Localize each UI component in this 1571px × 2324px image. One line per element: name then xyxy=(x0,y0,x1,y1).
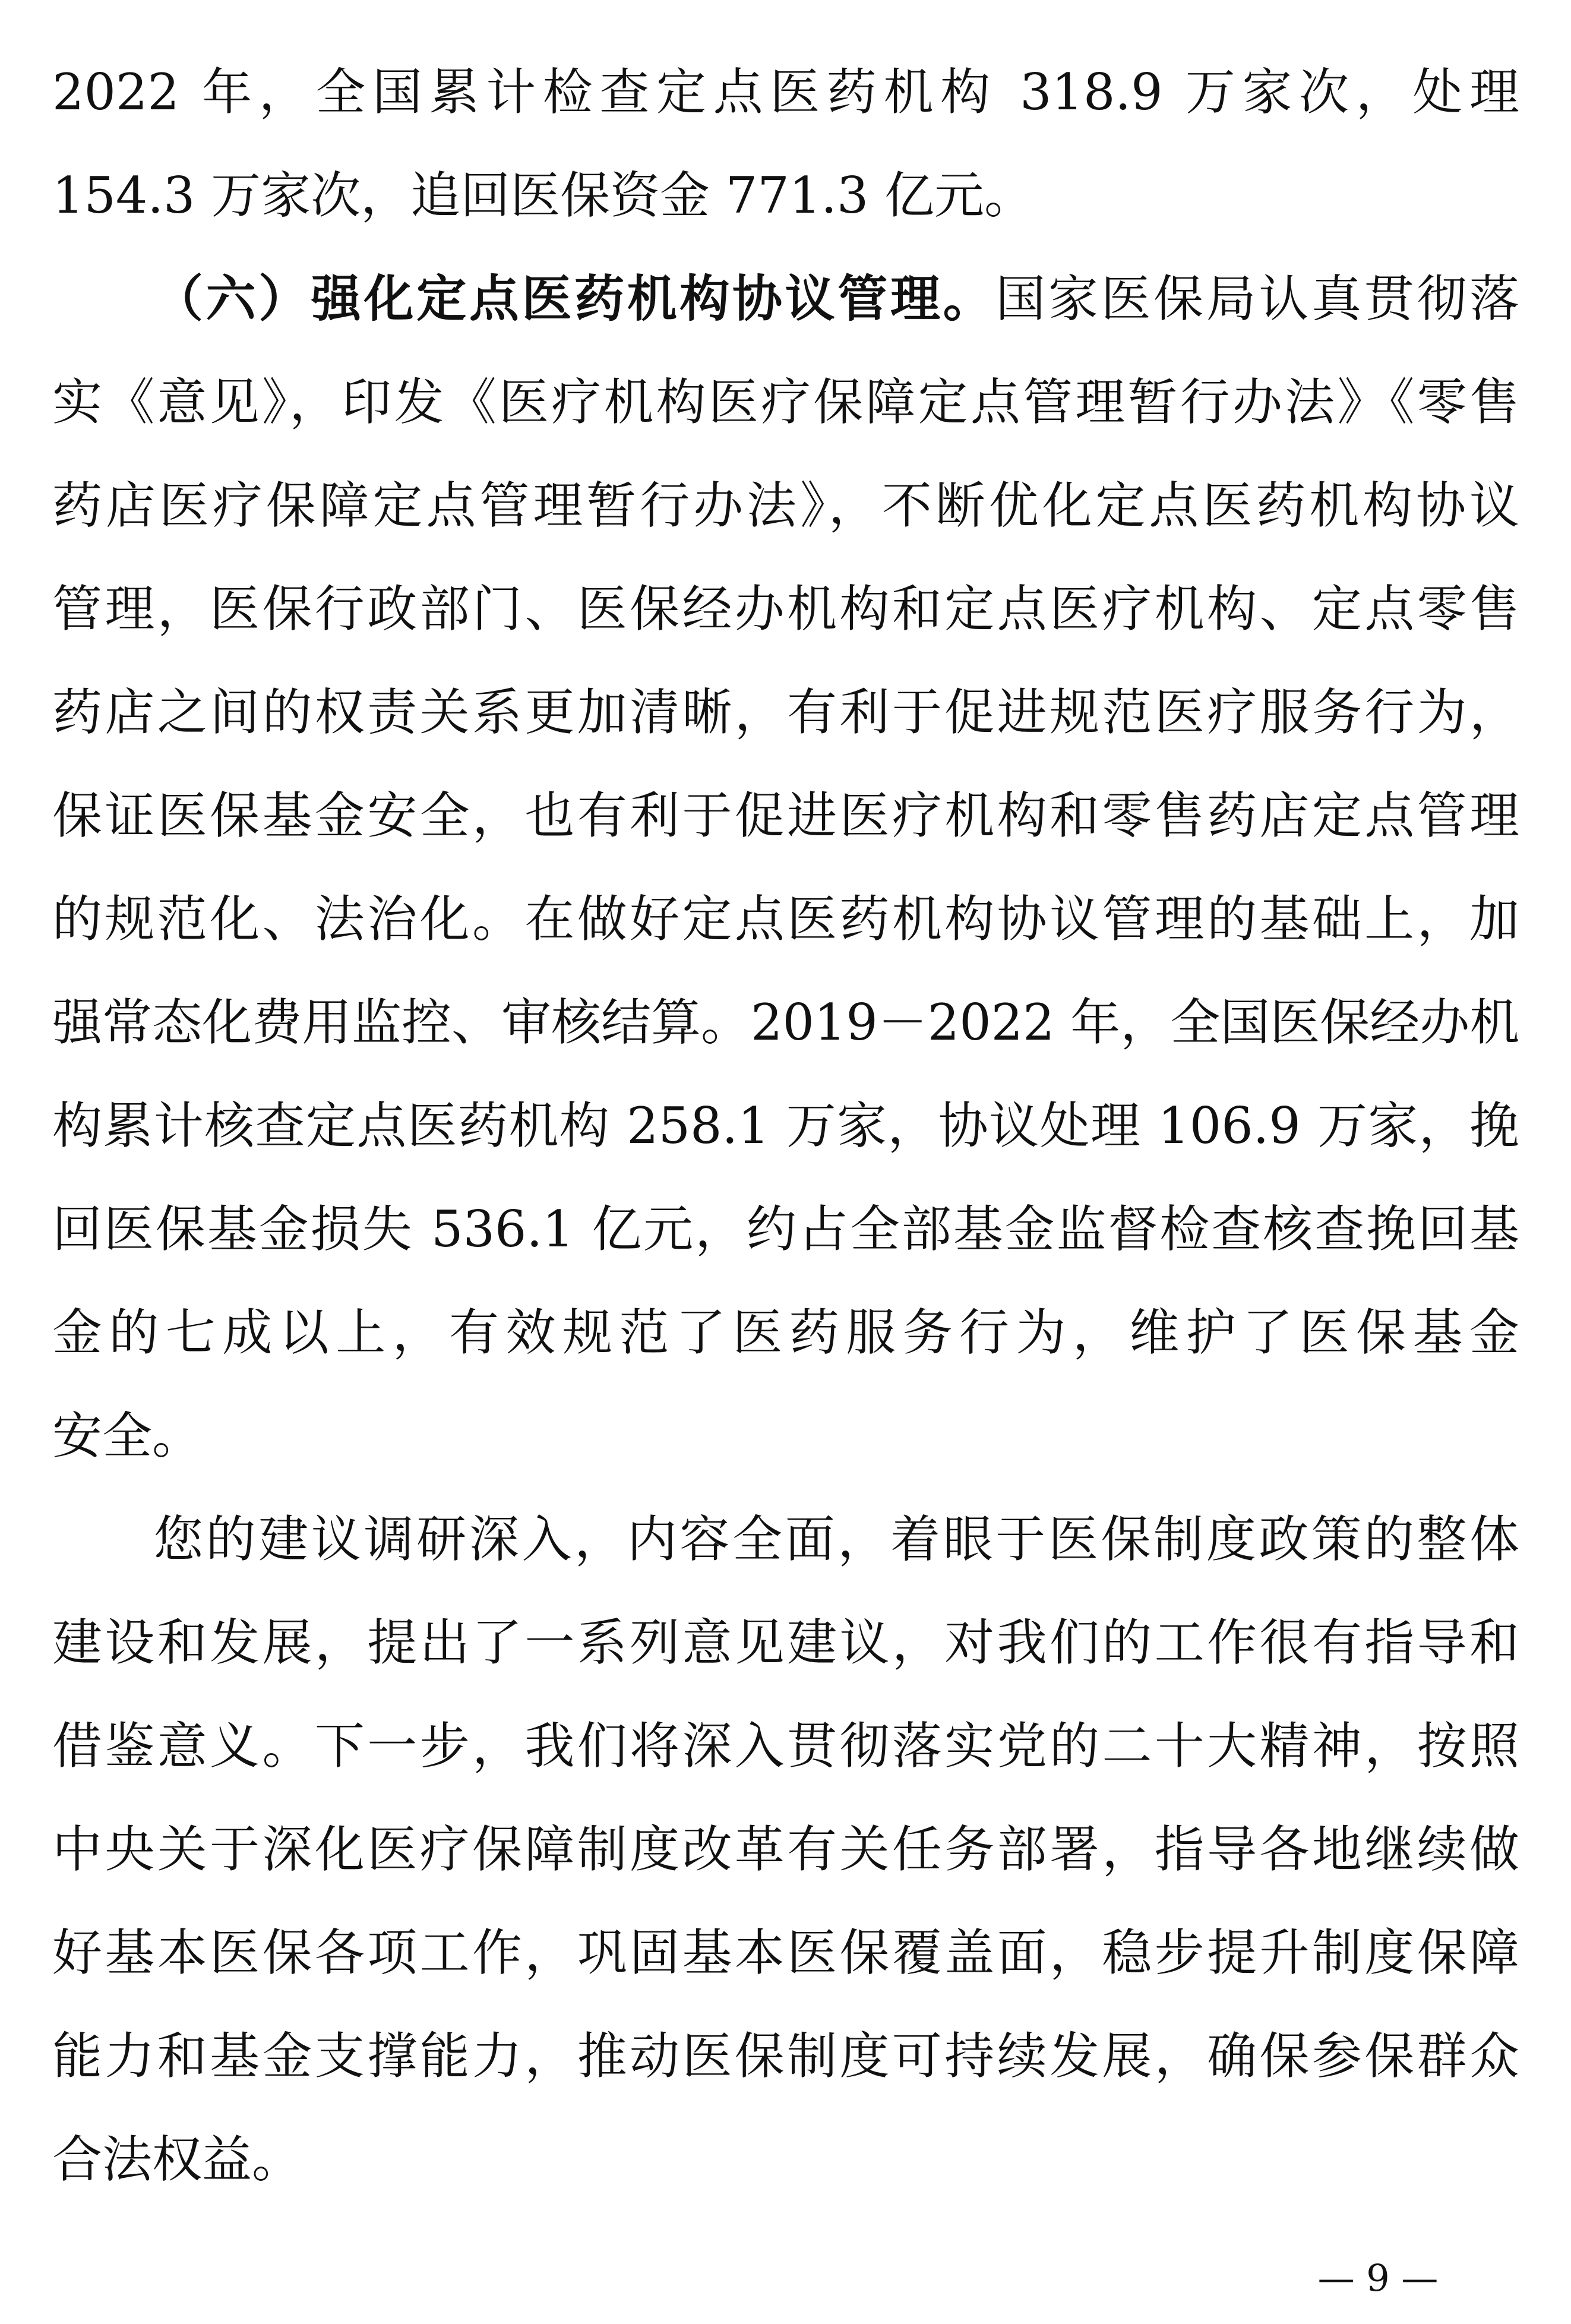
body-line-14: 安全。 xyxy=(52,1407,203,1465)
body-line-19: 好基本医保各项工作，巩固基本医保覆盖面，稳步提升制度保障 xyxy=(52,1924,1519,1982)
section-heading: （六）强化定点医药机构协议管理。 xyxy=(153,269,996,328)
body-line-18: 中央关于深化医疗保障制度改革有关任务部署，指导各地继续做 xyxy=(52,1820,1519,1878)
body-line-9: 的规范化、法治化。在做好定点医药机构协议管理的基础上，加 xyxy=(52,890,1519,948)
body-line-1: 2022 年，全国累计检查定点医药机构 318.9 万家次，处理 xyxy=(52,63,1519,121)
body-line-8: 保证医保基金安全，也有利于促进医疗机构和零售药店定点管理 xyxy=(52,787,1519,845)
reply-paragraph-first-line: 您的建议调研深入，内容全面，着眼于医保制度政策的整体 xyxy=(153,1510,1519,1568)
body-line-10: 强常态化费用监控、审核结算。2019－2022 年，全国医保经办机 xyxy=(52,993,1520,1052)
body-line-11: 构累计核查定点医药机构 258.1 万家，协议处理 106.9 万家，挽 xyxy=(52,1097,1519,1155)
body-line-7: 药店之间的权责关系更加清晰，有利于促进规范医疗服务行为， xyxy=(52,683,1519,741)
page-number: — 9 — xyxy=(1317,2256,1439,2300)
document-page xyxy=(52,40,1520,2189)
body-line-6: 管理，医保行政部门、医保经办机构和定点医疗机构、定点零售 xyxy=(52,580,1519,638)
body-line-21: 合法权益。 xyxy=(52,2130,302,2189)
body-line-12: 回医保基金损失 536.1 亿元，约占全部基金监督检查核查挽回基 xyxy=(52,1200,1519,1258)
body-line-2: 154.3 万家次，追回医保资金 771.3 亿元。 xyxy=(52,166,1035,225)
body-line-5: 药店医疗保障定点管理暂行办法》，不断优化定点医药机构协议 xyxy=(52,476,1519,535)
body-line-4: 实《意见》，印发《医疗机构医疗保障定点管理暂行办法》《零售 xyxy=(52,373,1519,431)
body-line-13: 金的七成以上，有效规范了医药服务行为，维护了医保基金 xyxy=(52,1303,1519,1362)
body-line-17: 借鉴意义。下一步，我们将深入贯彻落实党的二十大精神，按照 xyxy=(52,1717,1519,1775)
body-line-16: 建设和发展，提出了一系列意见建议，对我们的工作很有指导和 xyxy=(52,1613,1519,1672)
section-six-first-line xyxy=(52,247,1519,351)
section-body-start: 国家医保局认真贯彻落 xyxy=(995,270,1519,328)
body-line-20: 能力和基金支撑能力，推动医保制度可持续发展，确保参保群众 xyxy=(52,2027,1519,2085)
